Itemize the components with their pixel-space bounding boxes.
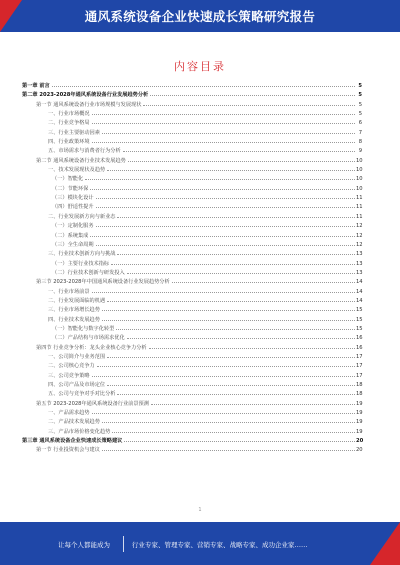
toc-entry-title: 一、行业市场前景	[48, 288, 90, 295]
page-number: 1	[198, 507, 202, 513]
toc-entry-title: 三、产品市场价格变化趋势	[48, 428, 111, 435]
toc-entry-title: 第四节 行业竞争分析：龙头企业核心竞争力分析	[36, 344, 147, 351]
toc-leader-dots	[96, 198, 355, 199]
toc-entry-title: 第三章 通风系统设备企业快速成长策略建议	[22, 438, 123, 445]
toc-entry[interactable]	[22, 203, 362, 212]
toc-entry-page: 16	[356, 335, 363, 342]
footer-banner	[0, 522, 400, 565]
toc-leader-dots	[92, 123, 355, 124]
toc-entry-title: 三、行业技术创新方向与挑战	[48, 251, 116, 258]
toc-leader-dots	[116, 329, 355, 330]
toc-entry[interactable]	[22, 428, 362, 437]
toc-leader-dots	[117, 217, 355, 218]
toc-entry[interactable]	[22, 437, 362, 446]
toc-entry-title: 五、公司与竞争对手对比分析	[48, 391, 116, 398]
toc-entry[interactable]	[22, 82, 362, 91]
toc-entry-page: 5	[358, 111, 362, 118]
toc-entry-title: 一、公司简介与业务范围	[48, 353, 106, 360]
toc-entry-page: 19	[356, 419, 363, 426]
toc-entry[interactable]	[22, 297, 362, 306]
toc-entry[interactable]	[22, 119, 362, 128]
toc-entry-title: （一）智能化与数字化转型	[52, 325, 115, 332]
toc-entry[interactable]	[22, 260, 362, 269]
toc-entry-page: 7	[358, 129, 362, 136]
footer-tagline: 行业专家、管理专家、营销专家、战略专家、成功企业家……	[132, 541, 308, 549]
toc-entry[interactable]	[22, 241, 362, 250]
footer-divider	[123, 536, 124, 552]
toc-entry-page: 13	[356, 269, 363, 276]
toc-entry-page: 8	[358, 139, 362, 146]
toc-entry-page: 19	[356, 400, 363, 407]
toc-entry-title: （二）节能环保	[52, 185, 89, 192]
report-title: 通风系统设备企业快速成长策略研究报告	[84, 9, 316, 24]
toc-entry-title: 二、行业发展面临的机遇	[48, 297, 106, 304]
toc-leader-dots	[90, 189, 355, 190]
toc-entry-title: （一）智能化	[52, 176, 84, 183]
toc-entry[interactable]	[22, 334, 362, 343]
toc-entry[interactable]	[22, 185, 362, 194]
toc-entry-title: （二）行业技术创新与研发投入	[52, 269, 125, 276]
toc-leader-dots	[111, 264, 355, 265]
toc-entry[interactable]	[22, 110, 362, 119]
toc-entry-title: 一、技术发展现状及趋势	[48, 167, 106, 174]
toc-leader-dots	[150, 95, 355, 96]
toc-entry-page: 14	[356, 297, 363, 304]
toc-list	[22, 82, 362, 456]
toc-leader-dots	[102, 422, 355, 423]
toc-leader-dots	[123, 151, 355, 152]
toc-entry[interactable]	[22, 232, 362, 241]
toc-entry-title: 一、产品需求趋势	[48, 410, 90, 417]
toc-entry-title: 第二章 2023-2028年通风系统设备行业发展趋势分析	[22, 92, 149, 99]
toc-entry-title: 第二节 通风系统设备行业技术发展趋势	[36, 157, 126, 164]
toc-entry-title: 三、行业市场增长趋势	[48, 307, 100, 314]
toc-entry[interactable]	[22, 400, 362, 409]
toc-leader-dots	[102, 450, 355, 451]
toc-entry-page: 13	[356, 251, 363, 258]
toc-entry-page: 18	[356, 382, 363, 388]
toc-entry-page: 14	[356, 279, 363, 286]
toc-leader-dots	[102, 133, 355, 134]
toc-entry-title: 二、行业发展新方向与新业态	[48, 213, 116, 220]
toc-entry-page: 5	[358, 101, 362, 108]
toc-entry-page: 10	[356, 176, 363, 183]
toc-entry[interactable]	[22, 166, 362, 175]
toc-leader-dots	[107, 170, 355, 171]
toc-entry-page: 15	[356, 307, 363, 314]
toc-entry-title: （一）定制化服务	[52, 223, 94, 230]
toc-leader-dots	[124, 441, 355, 442]
toc-entry-page: 10	[356, 157, 363, 164]
toc-entry-title: 四、公司产品及市场定位	[48, 382, 106, 388]
toc-leader-dots	[172, 282, 355, 283]
toc-entry-title: 三、行业主要驱动因素	[48, 129, 100, 136]
toc-entry[interactable]	[22, 138, 362, 147]
toc-entry-page: 17	[356, 372, 363, 379]
toc-leader-dots	[96, 245, 355, 246]
toc-leader-dots	[85, 179, 355, 180]
toc-entry-title: 第一章 前言	[22, 83, 50, 89]
toc-leader-dots	[107, 357, 355, 358]
toc-leader-dots	[90, 236, 355, 237]
toc-entry-page: 12	[356, 241, 363, 248]
toc-entry[interactable]	[22, 269, 362, 278]
toc-entry-title: 四、行业政策环境	[48, 139, 90, 146]
toc-entry[interactable]	[22, 316, 362, 325]
toc-entry-page: 9	[358, 148, 362, 155]
toc-entry-page: 19	[356, 428, 363, 435]
toc-entry[interactable]	[22, 381, 362, 390]
toc-entry-title: （三）全生命周期	[52, 241, 94, 248]
toc-leader-dots	[97, 366, 355, 367]
toc-entry-title: （二）产品结构与市场需求优化	[52, 335, 125, 342]
toc-leader-dots	[128, 161, 355, 162]
toc-entry-title: （二）系统集成	[52, 232, 89, 239]
toc-entry[interactable]	[22, 409, 362, 418]
toc-entry-page: 13	[356, 260, 363, 267]
toc-entry[interactable]	[22, 390, 362, 399]
toc-entry[interactable]	[22, 194, 362, 203]
toc-entry-page: 10	[356, 185, 363, 192]
toc-leader-dots	[92, 413, 355, 414]
toc-entry[interactable]	[22, 418, 362, 427]
toc-entry[interactable]	[22, 325, 362, 334]
toc-entry-page: 12	[356, 232, 363, 239]
toc-leader-dots	[117, 394, 355, 395]
toc-entry-page: 6	[358, 120, 362, 127]
toc-leader-dots	[127, 273, 355, 274]
toc-entry[interactable]	[22, 344, 362, 353]
toc-leader-dots	[112, 432, 355, 433]
toc-entry[interactable]	[22, 362, 362, 371]
toc-entry-page: 15	[356, 316, 363, 323]
toc-entry-page: 11	[356, 213, 363, 220]
toc-entry-title: 五、市场需求与消费者行为分析	[48, 148, 121, 155]
toc-entry-title: 第五节 2023-2028年通风系统设备行业前景预测	[36, 400, 149, 407]
footer-slogan: 让每个人都能成为	[58, 541, 110, 549]
toc-entry[interactable]	[22, 222, 362, 231]
toc-entry-page: 10	[356, 167, 363, 174]
toc-entry[interactable]	[22, 213, 362, 222]
toc-leader-dots	[143, 105, 355, 106]
toc-entry[interactable]	[22, 91, 362, 100]
toc-entry-page: 5	[358, 83, 362, 89]
toc-entry-page: 14	[356, 288, 363, 295]
toc-entry[interactable]	[22, 278, 362, 287]
toc-leader-dots	[107, 301, 355, 302]
toc-entry-title: （四）舒适性提升	[52, 204, 94, 211]
toc-entry[interactable]	[22, 372, 362, 381]
toc-entry[interactable]	[22, 175, 362, 184]
toc-leader-dots	[102, 320, 355, 321]
toc-entry-page: 11	[356, 204, 363, 211]
toc-entry-title: 三、公司竞争策略	[48, 372, 90, 379]
toc-leader-dots	[92, 376, 355, 377]
toc-leader-dots	[117, 254, 355, 255]
toc-leader-dots	[52, 86, 355, 87]
footer-red-accent	[370, 522, 400, 565]
toc-entry-page: 17	[356, 353, 363, 360]
toc-leader-dots	[96, 207, 355, 208]
toc-entry-page: 18	[356, 391, 363, 398]
toc-entry-page: 5	[358, 92, 362, 99]
toc-entry[interactable]	[22, 353, 362, 362]
toc-leader-dots	[151, 404, 355, 405]
toc-entry[interactable]	[22, 147, 362, 156]
toc-leader-dots	[149, 348, 355, 349]
toc-entry-title: （三）模块化设计	[52, 195, 94, 202]
toc-leader-dots	[127, 338, 355, 339]
toc-entry-page: 20	[356, 447, 363, 454]
toc-leader-dots	[96, 226, 355, 227]
toc-entry-page: 20	[356, 438, 364, 445]
toc-entry[interactable]	[22, 157, 362, 166]
toc-entry-title: 第三节 2023-2028年中国通风系统设备行业发展趋势分析	[36, 279, 170, 286]
toc-entry-title: （一）主要行业技术指标	[52, 260, 110, 267]
toc-entry[interactable]	[22, 306, 362, 315]
toc-leader-dots	[102, 310, 355, 311]
toc-entry[interactable]	[22, 250, 362, 259]
toc-entry-title: 二、公司核心竞争力	[48, 363, 95, 370]
toc-entry[interactable]	[22, 101, 362, 110]
toc-heading: 内容目录	[174, 60, 226, 73]
toc-leader-dots	[107, 385, 355, 386]
toc-entry-title: 一、行业市场概况	[48, 111, 90, 118]
toc-entry-title: 二、产品技术发展趋势	[48, 419, 100, 426]
toc-entry-page: 15	[356, 325, 363, 332]
toc-entry[interactable]	[22, 446, 362, 455]
toc-entry-page: 12	[356, 223, 363, 230]
toc-entry-title: 第一节 通风系统设备行业市场规模与发展现状	[36, 101, 142, 108]
header-banner	[0, 0, 400, 32]
toc-entry-title: 四、行业技术发展趋势	[48, 316, 100, 323]
toc-entry[interactable]	[22, 288, 362, 297]
toc-entry-page: 16	[356, 344, 363, 351]
toc-entry-title: 二、行业竞争格局	[48, 120, 90, 127]
toc-entry[interactable]	[22, 129, 362, 138]
toc-entry-title: 第一节 行业投资机会与建议	[36, 447, 100, 454]
toc-entry-page: 19	[356, 410, 363, 417]
toc-leader-dots	[92, 142, 355, 143]
toc-entry-page: 11	[356, 195, 363, 202]
toc-leader-dots	[92, 292, 355, 293]
toc-leader-dots	[92, 114, 355, 115]
toc-entry-page: 17	[356, 363, 363, 370]
